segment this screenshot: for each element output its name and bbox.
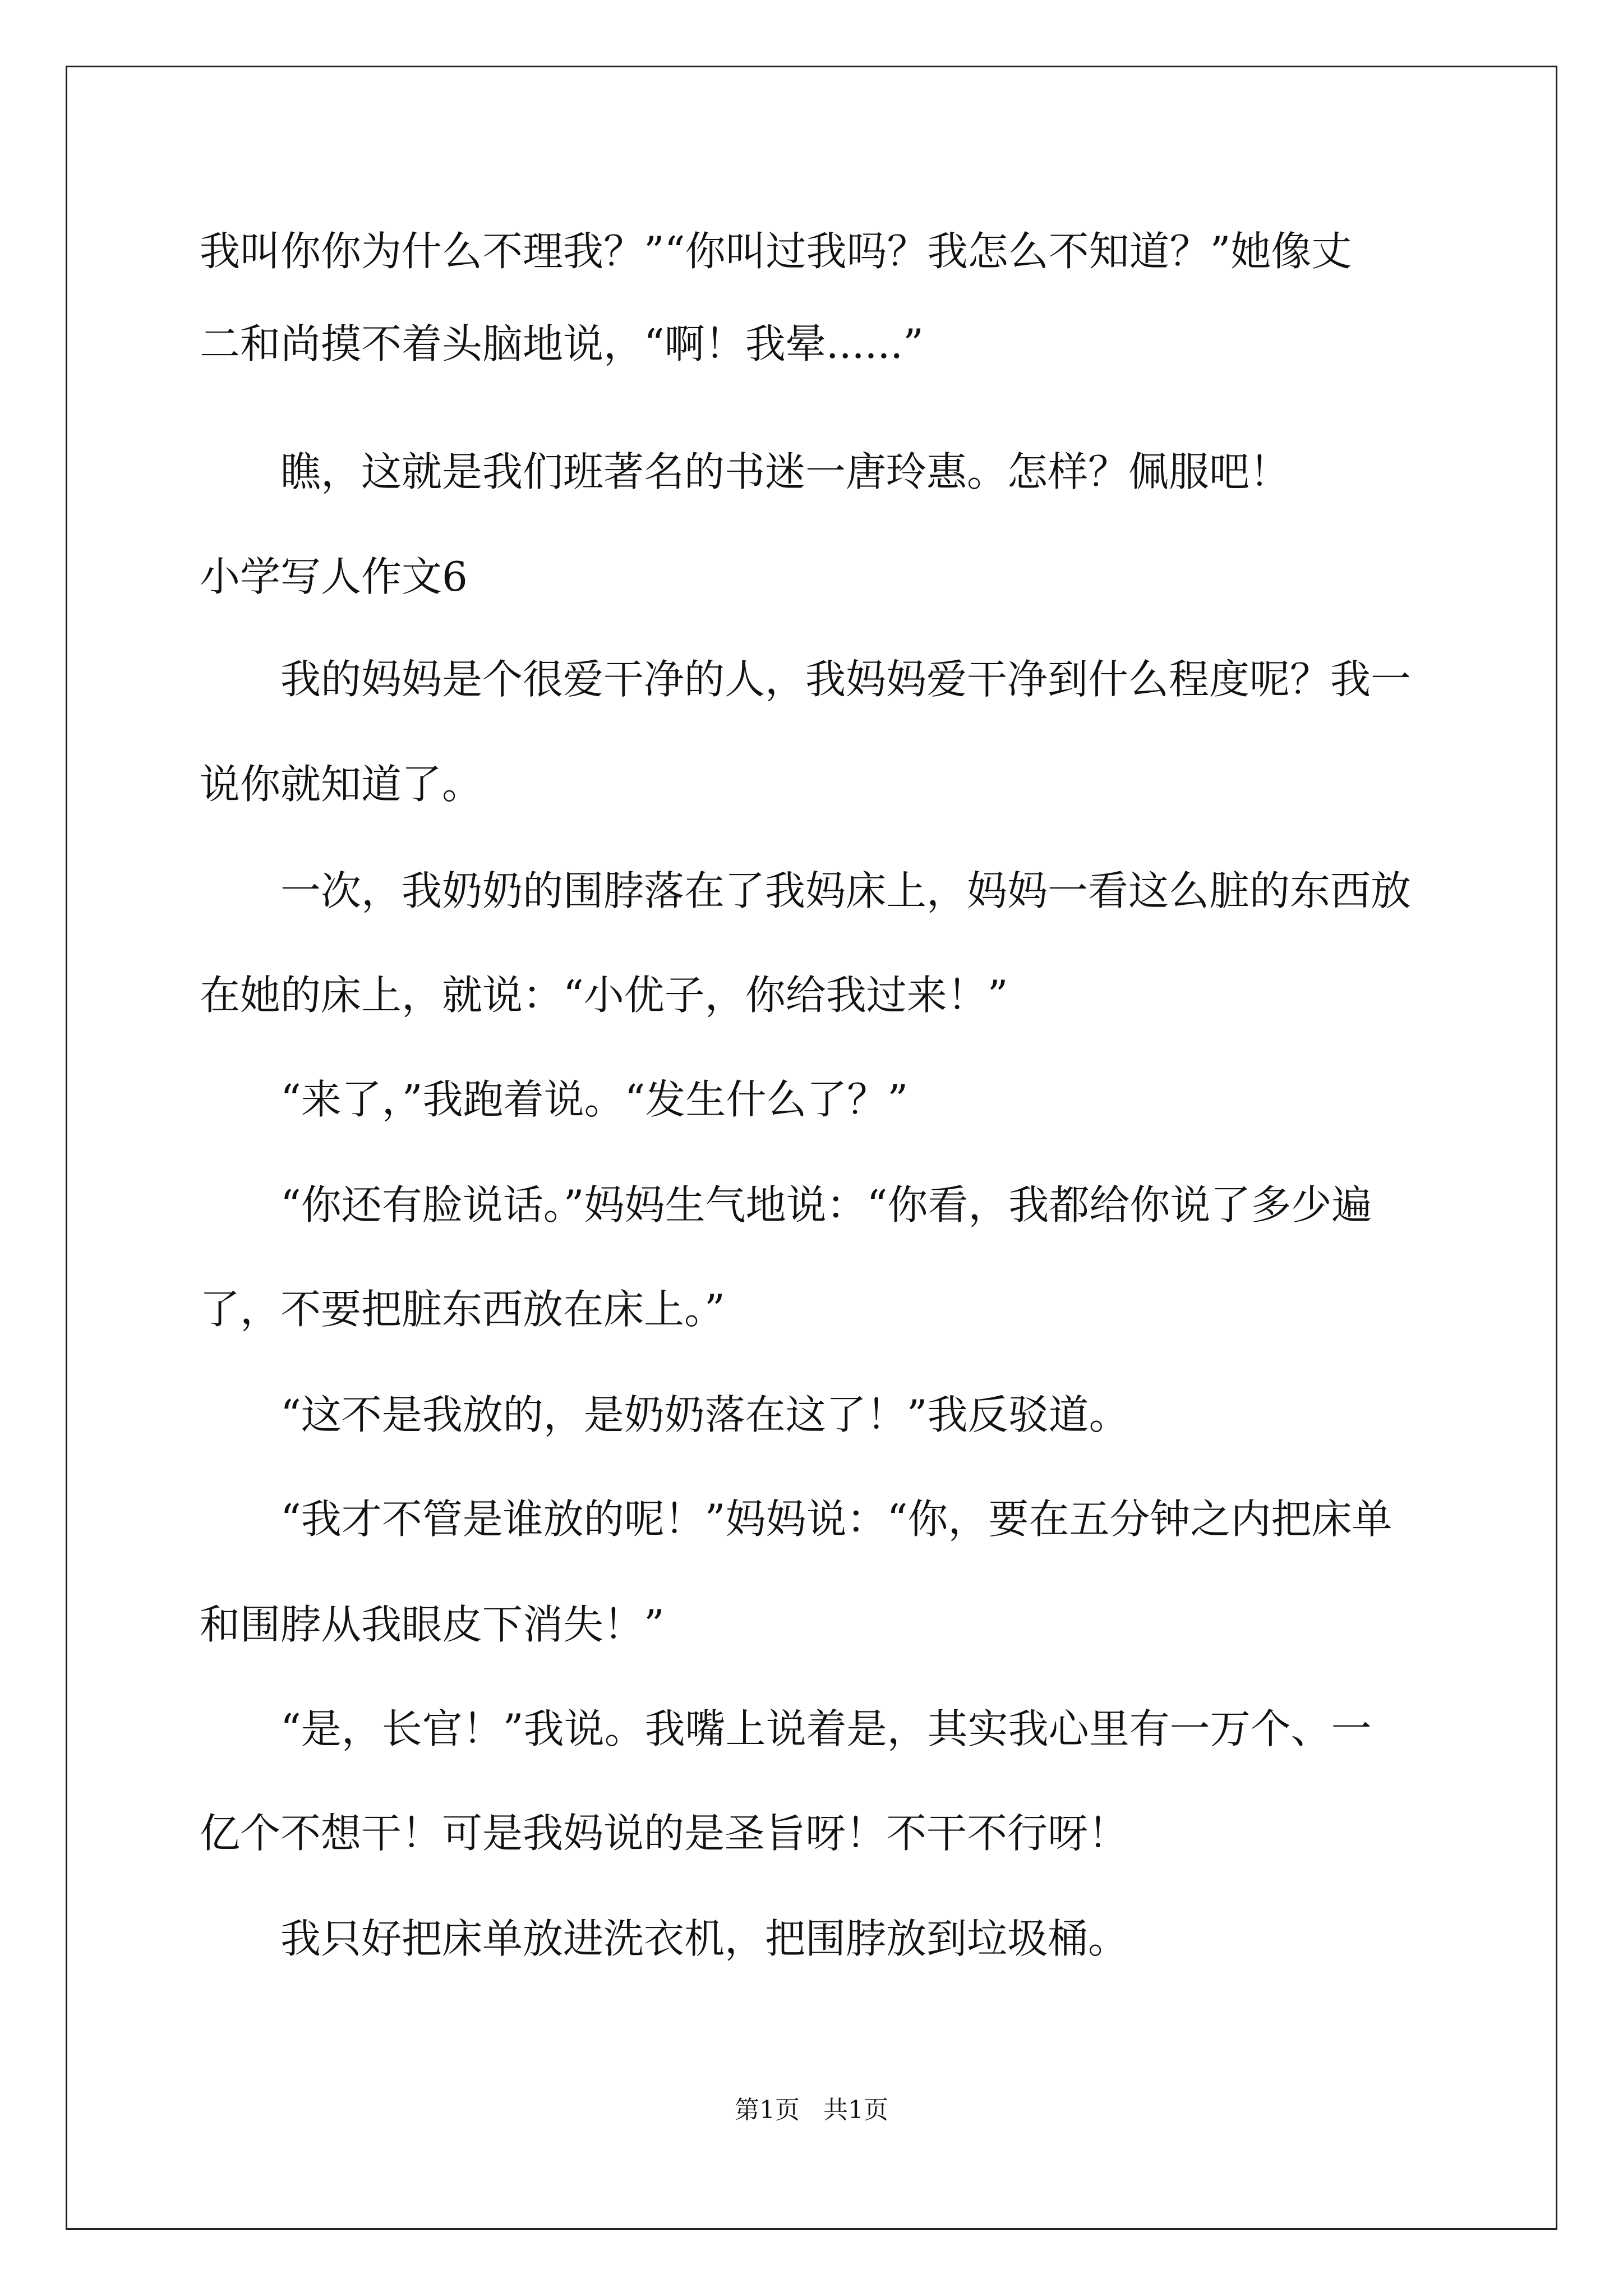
paragraph-line: 了，不要把脏东西放在床上。” xyxy=(200,1286,725,1333)
paragraph-line: 说你就知道了。 xyxy=(200,761,483,808)
paragraph-line: 亿个不想干！可是我妈说的是圣旨呀！不干不行呀！ xyxy=(200,1810,1129,1857)
page-number-footer: 第1页 共1页 xyxy=(735,2096,888,2124)
paragraph-line: 我只好把床单放进洗衣机，把围脖放到垃圾桶。 xyxy=(280,1915,1129,1962)
paragraph-line: “是，长官！”我说。我嘴上说着是，其实我心里有一万个、一 xyxy=(280,1705,1372,1752)
paragraph-line: 和围脖从我眼皮下消失！” xyxy=(200,1601,665,1648)
section-heading: 小学写人作文6 xyxy=(200,553,468,600)
paragraph-line: “来了，”我跑着说。“发生什么了？” xyxy=(280,1076,909,1123)
paragraph-line: 瞧，这就是我们班著名的书迷一唐玲惠。怎样？佩服吧！ xyxy=(280,448,1290,495)
page-border xyxy=(66,66,1557,2230)
paragraph-line: “你还有脸说话。”妈妈生气地说：“你看，我都给你说了多少遍 xyxy=(280,1181,1372,1228)
paragraph-line: “这不是我放的，是奶奶落在这了！”我反驳道。 xyxy=(280,1391,1129,1438)
paragraph-line: 二和尚摸不着头脑地说，“啊！我晕......” xyxy=(200,320,924,367)
paragraph-line: 一次，我奶奶的围脖落在了我妈床上，妈妈一看这么脏的东西放 xyxy=(280,867,1412,914)
paragraph-line: 我叫你你为什么不理我？”“你叫过我吗？我怎么不知道？”她像丈 xyxy=(200,228,1352,275)
paragraph-line: 在她的床上，就说：“小优子，你给我过来！” xyxy=(200,972,1008,1019)
paragraph-line: “我才不管是谁放的呢！”妈妈说：“你，要在五分钟之内把床单 xyxy=(280,1496,1393,1543)
paragraph-line: 我的妈妈是个很爱干净的人，我妈妈爱干净到什么程度呢？我一 xyxy=(280,656,1412,703)
